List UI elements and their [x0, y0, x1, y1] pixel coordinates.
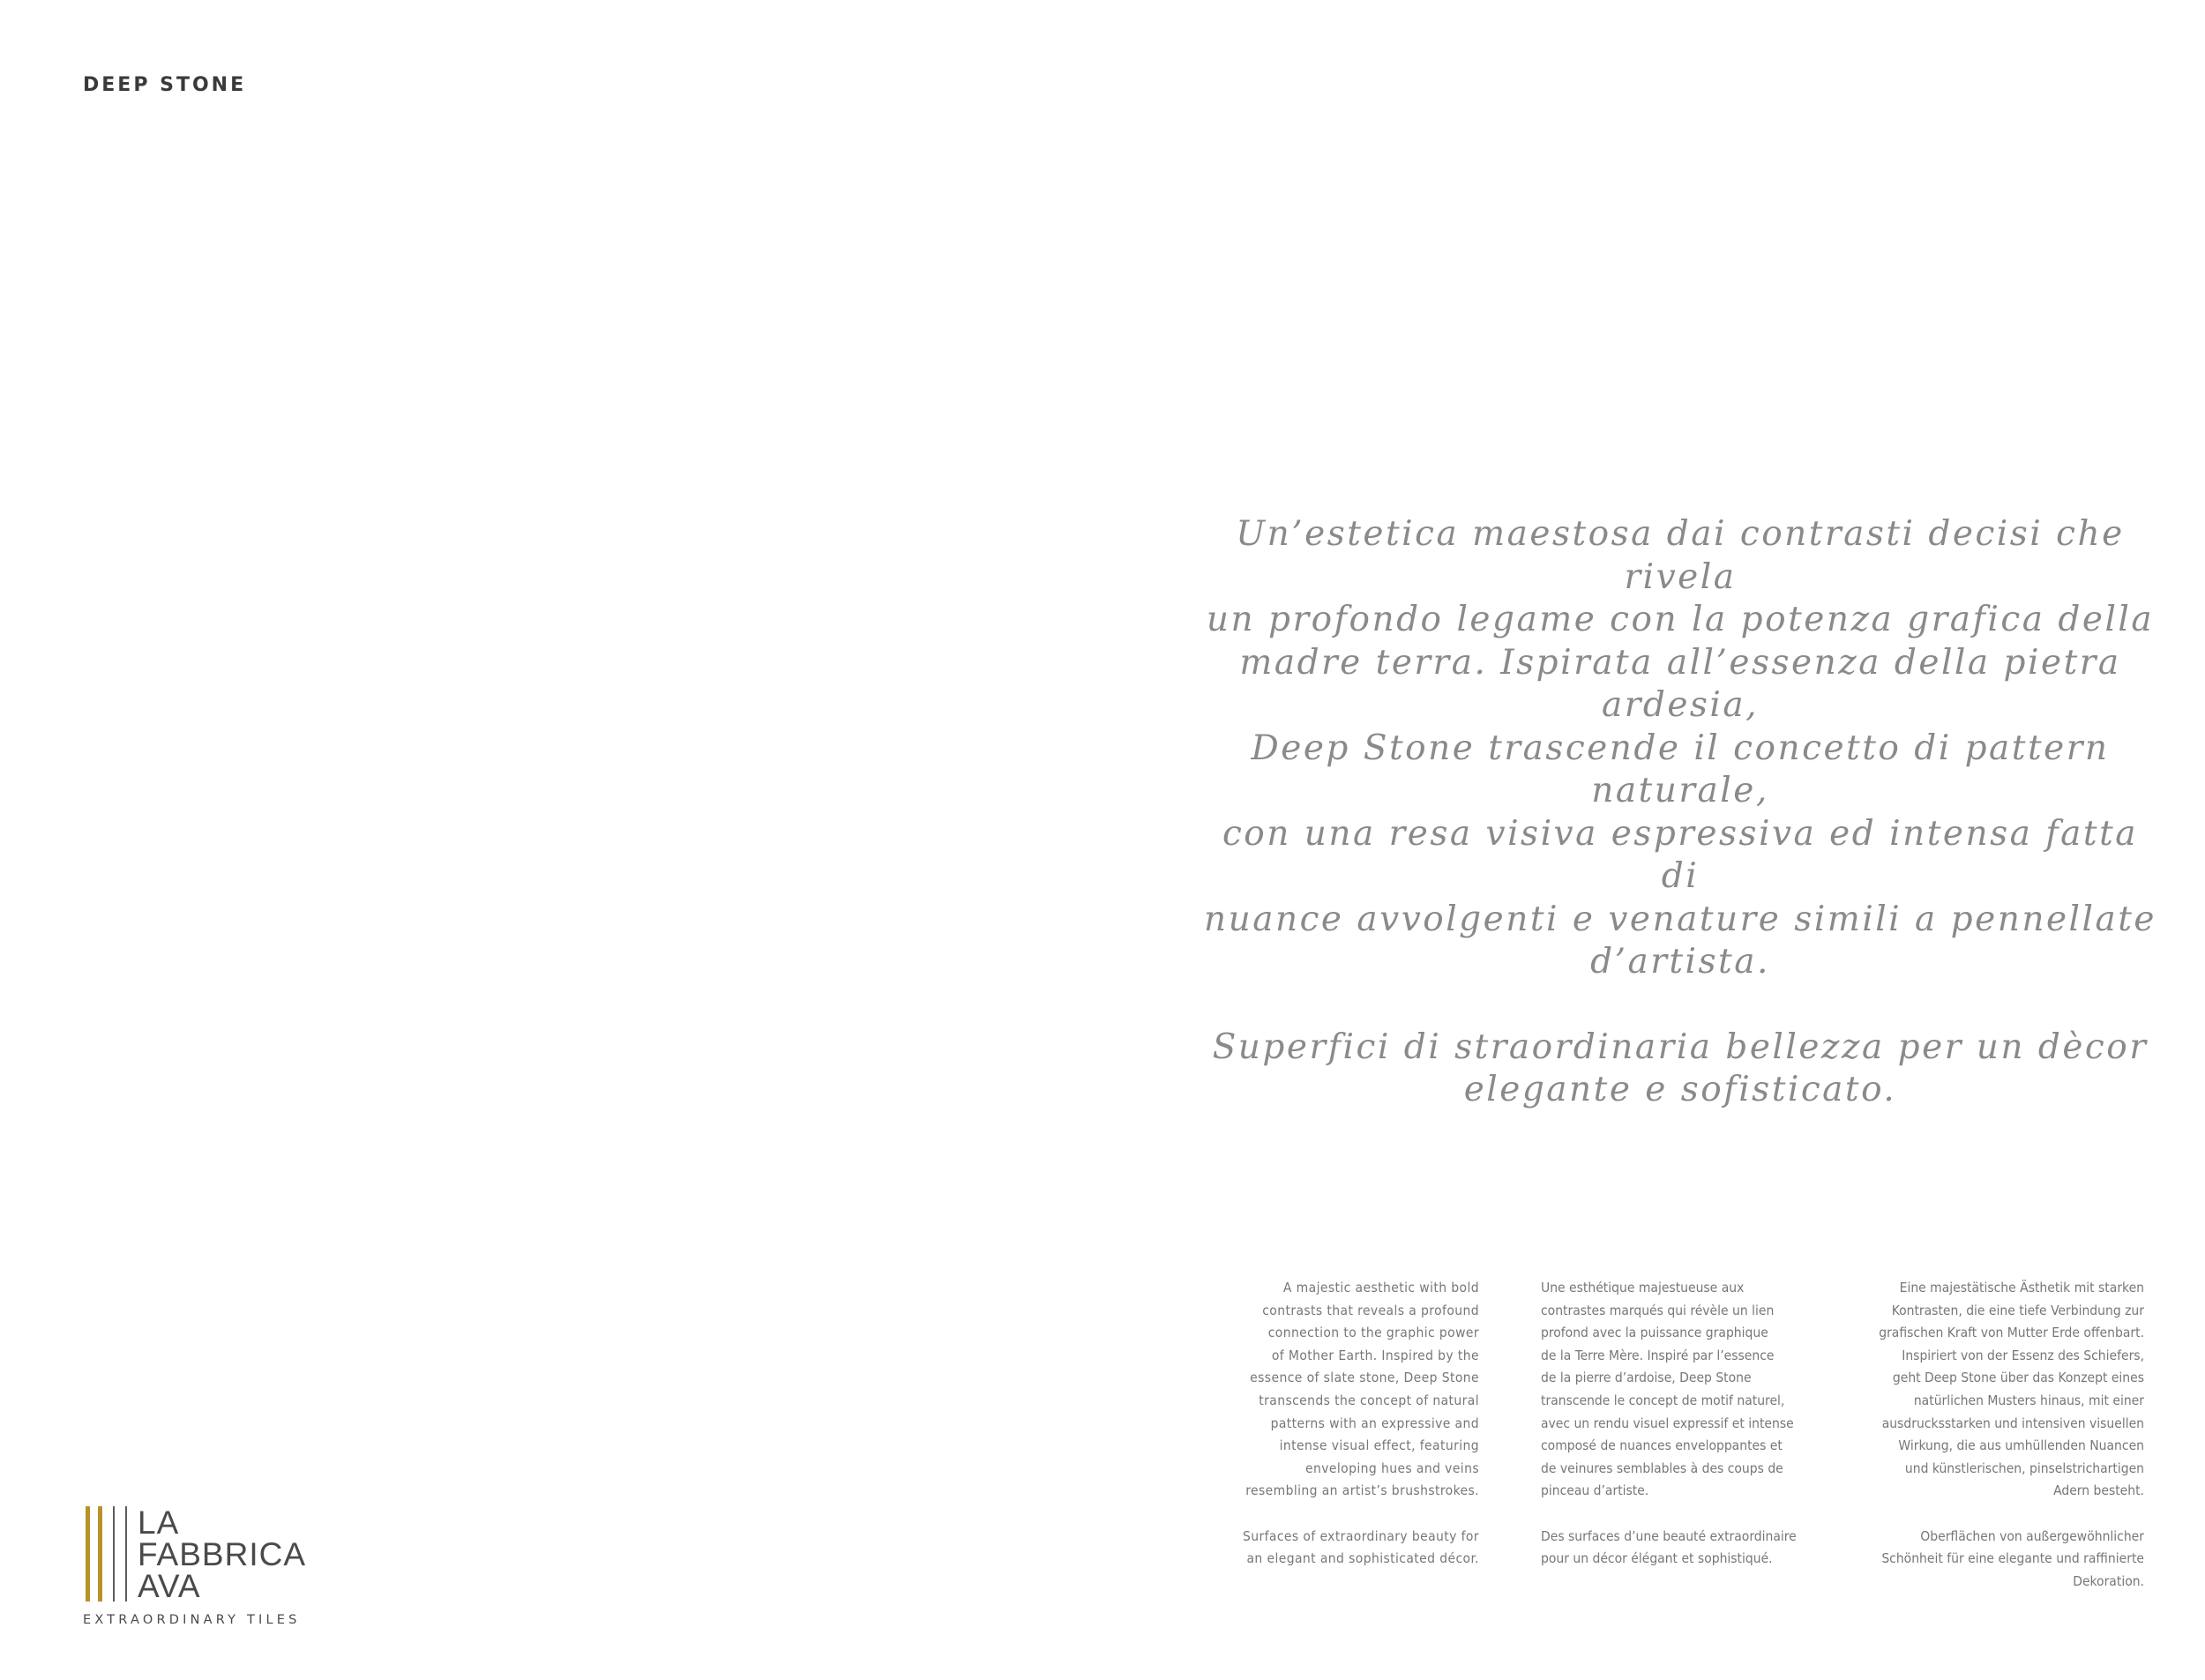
english-line: essence of slate stone, Deep Stone [1250, 1370, 1479, 1386]
french-closing-line: Des surfaces d’une beauté extraordinaire [1541, 1527, 1797, 1544]
english-line: contrasts that reveals a profound [1262, 1302, 1479, 1318]
french-line: profond avec la puissance graphique [1541, 1325, 1768, 1341]
quote-line: d’artista. [1590, 942, 1770, 982]
german-line: Eine majestätische Ästhetik mit starken [1899, 1280, 2144, 1295]
paragraph-gap [1200, 984, 2161, 1027]
quote-line: con una resa visiva espressiva ed intensa fatta di [1222, 813, 2139, 896]
german-line: ausdrucksstarken und intensiven visuellen [1881, 1415, 2144, 1431]
brand-logo [83, 1506, 348, 1630]
german-closing-line: Schönheit für eine elegante und raffinierte [1881, 1550, 2144, 1567]
paragraph-gap [1191, 1503, 1479, 1526]
quote-line: nuance avvolgenti e venature simili a pennellate [1203, 899, 2156, 939]
french-line: composé de nuances enveloppantes et [1541, 1437, 1783, 1454]
german-line: Inspiriert von der Essenz des Schiefers, [1902, 1347, 2144, 1363]
french-line: contrastes marqués qui révèle un lien [1541, 1302, 1775, 1318]
english-line: resembling an artist’s brushstrokes. [1245, 1482, 1479, 1499]
paragraph-gap [1850, 1503, 2144, 1526]
english-closing-line: Surfaces of extraordinary beauty for [1242, 1527, 1479, 1544]
english-line: A majestic aesthetic with bold [1282, 1280, 1479, 1295]
french-line: pinceau d’artiste. [1541, 1482, 1649, 1499]
german-line: geht Deep Stone über das Konzept eines [1892, 1370, 2144, 1386]
italian-quote [1200, 513, 2161, 1112]
english-closing-line: an elegant and sophisticated décor. [1246, 1550, 1479, 1567]
quote-line: madre terra. Ispirata all’essenza della pietra ardesia, [1239, 642, 2121, 725]
logo-word-fabbrica: FABBRICA [138, 1536, 306, 1572]
logo-gold-stripe [86, 1506, 90, 1602]
german-closing-line: Dekoration. [2073, 1572, 2144, 1589]
german-line: und künstlerischen, pinselstrichartigen [1904, 1460, 2144, 1476]
french-line: de la Terre Mère. Inspiré par l’essence [1541, 1347, 1775, 1363]
german-line: Adern besteht. [2053, 1482, 2144, 1499]
german-translation [1850, 1277, 2144, 1593]
french-line: transcende le concept de motif naturel, [1541, 1392, 1785, 1408]
quote-line: Un’estetica maestosa dai contrasti decisi che rivela [1236, 514, 2125, 597]
page-title: DEEP STONE [83, 74, 247, 96]
logo-dark-stripe [125, 1506, 127, 1602]
french-line: avec un rendu visuel expressif et intense [1541, 1415, 1794, 1431]
french-line: de la pierre d’ardoise, Deep Stone [1541, 1370, 1752, 1386]
german-line: Wirkung, die aus umhüllenden Nuancen [1898, 1437, 2144, 1454]
quote-line: un profondo legame con la potenza grafica della [1206, 600, 2155, 639]
english-line: patterns with an expressive and [1270, 1415, 1479, 1431]
english-translation [1191, 1277, 1479, 1571]
english-line: connection to the graphic power [1267, 1325, 1479, 1341]
paragraph-gap [1541, 1503, 1832, 1526]
english-line: transcends the concept of natural [1259, 1392, 1479, 1408]
german-line: Kontrasten, die eine tiefe Verbindung zur [1891, 1302, 2144, 1318]
french-line: de veinures semblables à des coups de [1541, 1460, 1783, 1476]
quote-closing-line: elegante e sofisticato. [1463, 1070, 1897, 1109]
quote-closing-line: Superfici di straordinaria bellezza per un dècor [1212, 1027, 2149, 1067]
logo-word-ava: AVA [138, 1568, 201, 1604]
english-line: intense visual effect, featuring [1279, 1437, 1479, 1454]
french-translation [1541, 1277, 1832, 1571]
logo-dark-stripe [113, 1506, 115, 1602]
french-closing-line: pour un décor élégant et sophistiqué. [1541, 1550, 1773, 1567]
logo-gold-stripe [98, 1506, 102, 1602]
logo-word-la: LA [138, 1505, 180, 1541]
english-line: enveloping hues and veins [1305, 1460, 1479, 1476]
english-line: of Mother Earth. Inspired by the [1271, 1347, 1479, 1363]
french-line: Une esthétique majestueuse aux [1541, 1280, 1745, 1295]
german-closing-line: Oberflächen von außergewöhnlicher [1920, 1527, 2144, 1544]
quote-line: Deep Stone trascende il concetto di pattern naturale, [1251, 728, 2110, 810]
german-line: grafischen Kraft von Mutter Erde offenbart. [1879, 1325, 2144, 1341]
german-line: natürlichen Musters hinaus, mit einer [1913, 1392, 2144, 1408]
logo-tagline: EXTRAORDINARY TILES [83, 1613, 301, 1627]
